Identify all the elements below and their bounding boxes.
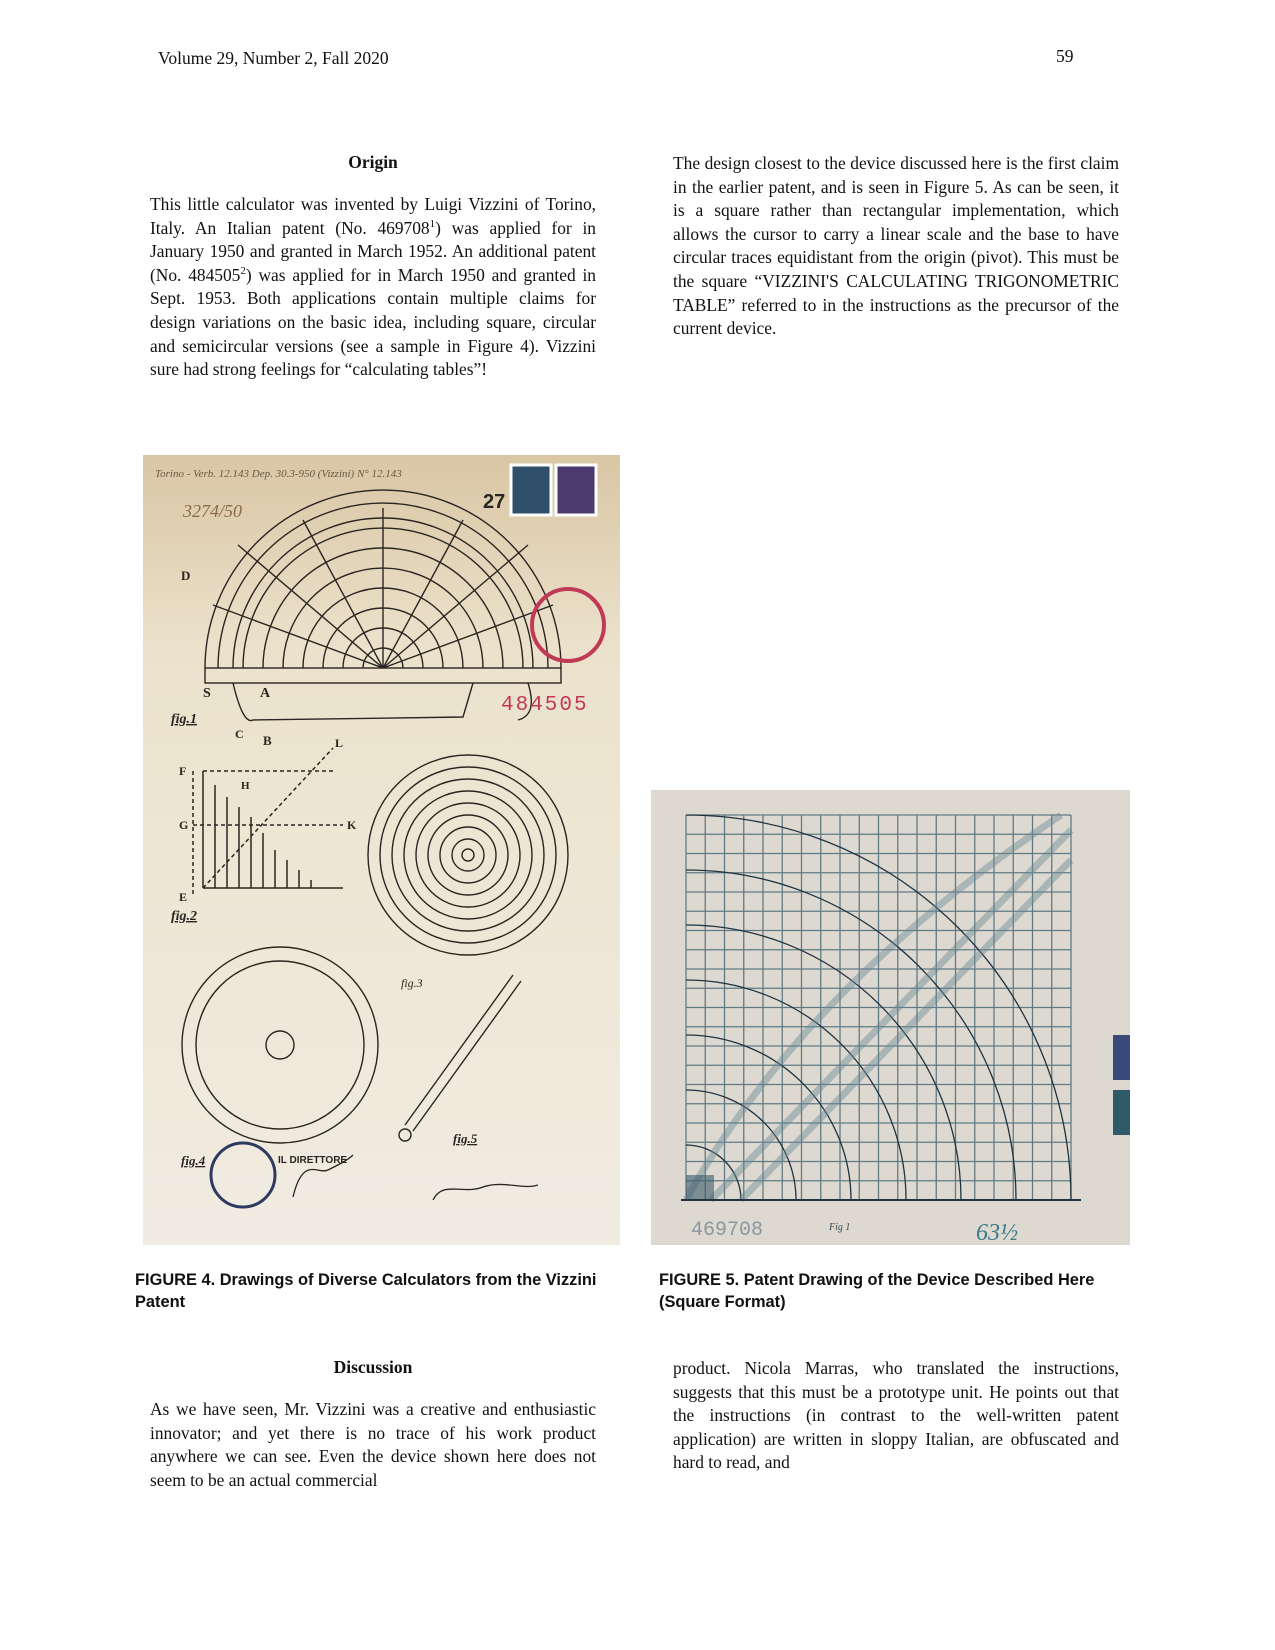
discussion-text: As we have seen, Mr. Vizzini was a creative and enthusiastic innovator; and yet there is no trace of his work product anywhere we can see. Even the device shown here does not seem to be an actual commercial	[150, 1399, 596, 1490]
fig5-label: fig.5	[453, 1131, 478, 1146]
fig5-grid	[686, 815, 1071, 1200]
revenue-stamp-blue	[511, 465, 551, 515]
reference-number: 3274/50	[183, 501, 243, 521]
running-head: Volume 29, Number 2, Fall 2020	[158, 48, 389, 68]
fig5-origin-block	[686, 1175, 714, 1200]
fig5-stamp-edge-1	[1113, 1035, 1130, 1080]
label-d: D	[181, 568, 191, 583]
label-l: L	[335, 736, 344, 750]
right-column-top-paragraph	[673, 152, 1119, 341]
fig5-stamp-edge-2	[1113, 1090, 1130, 1135]
fig5-handwritten-number: 63½	[976, 1220, 1018, 1245]
director-label: IL DIRETTORE	[278, 1155, 348, 1166]
figure-4-caption: FIGURE 4. Drawings of Diverse Calculators from the Vizzini Patent	[135, 1271, 597, 1311]
discussion-paragraph	[150, 1398, 596, 1492]
section-heading-origin: Origin	[348, 152, 398, 172]
origin-paragraph	[150, 193, 596, 382]
label-e: E	[179, 890, 188, 904]
label-b: B	[263, 733, 272, 748]
fig2-label: fig.2	[171, 909, 198, 924]
label-h: H	[241, 780, 250, 792]
figure-4-drawing	[143, 455, 620, 1245]
fig3-label: fig.3	[401, 976, 423, 990]
footnote-ref-2[interactable]: 2	[240, 264, 246, 277]
fig1-label: fig.1	[171, 712, 198, 727]
marras-paragraph: product. Nicola Marras, who translated the instructions, suggests that this must be a prototype unit. He points out that the instructions (in contrast to the well-written patent application) are written in sloppy Italian, are obfuscated and hard to read, and	[673, 1358, 1119, 1473]
label-k: K	[347, 818, 357, 832]
fig5-patent-number: 469708	[691, 1219, 764, 1242]
origin-text-1: This little calculator was invented by Luigi Vizzini of Torino, Italy. An Italian patent (No. 469708	[150, 194, 596, 238]
figure-5-caption: FIGURE 5. Patent Drawing of the Device Described Here (Square Format)	[659, 1271, 1095, 1311]
label-s: S	[203, 686, 211, 701]
stamp-number: 27	[483, 491, 506, 513]
right-column-bottom-paragraph	[673, 1357, 1119, 1475]
label-f: F	[179, 764, 187, 778]
section-heading-discussion: Discussion	[333, 1357, 413, 1377]
design-paragraph: The design closest to the device discussed here is the first claim in the earlier patent, and is seen in Figure 5. As can be seen, it is a square rather than rectangular implementation, which allows the cursor to carry a linear scale and the base to have circular traces equidistant from the origin (pivot). This must be the square “VIZZINI'S CALCULATING TRIGONOMETRIC TABLE” referred to in the instructions as the precursor of the current device.	[673, 153, 1119, 339]
fig4-label: fig.4	[181, 1153, 206, 1168]
origin-text-3: ) was applied for in March 1950 and granted in Sept. 1953. Both applications contain multiple claims for design variations on the basic idea, including square, circular and semicircular versions (see a sample in Figure 4). Vizzini sure had strong feelings for “calculating tables”!	[150, 264, 596, 380]
patent-number-stamp: 484505	[501, 694, 589, 717]
origin-text-2: ) was applied for in January 1950 and granted in March 1952. An additional patent (No. 484505	[150, 217, 596, 285]
footnote-ref-1[interactable]: 1	[429, 217, 436, 230]
figure-5-image	[651, 790, 1130, 1245]
label-g: G	[179, 818, 189, 832]
handwritten-note: Torino - Verb. 12.143 Dep. 30.3-950 (Vizzini) N° 12.143	[155, 468, 402, 480]
fig5-label: Fig 1	[829, 1222, 851, 1233]
figure-5-drawing	[651, 790, 1130, 1245]
figure-4-image	[143, 455, 620, 1245]
page-number: 59	[1056, 46, 1074, 66]
revenue-stamp-purple	[556, 465, 596, 515]
label-a: A	[260, 686, 271, 701]
label-c: C	[235, 727, 244, 741]
